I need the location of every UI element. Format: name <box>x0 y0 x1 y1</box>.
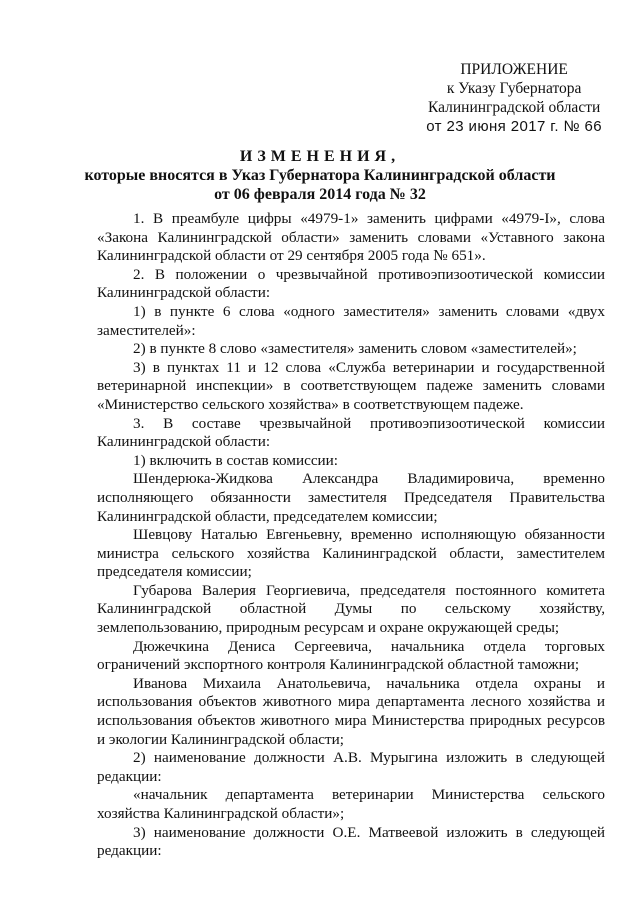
document-heading <box>0 147 640 204</box>
paragraph: Губарова Валерия Георгиевича, председателя постоянного комитета Калининградской областной Думы по сельскому хозяйству, землепользованию, природным ресурсам и охране окружающей среды; <box>97 581 605 637</box>
appendix-title: ПРИЛОЖЕНИЕ <box>460 61 568 78</box>
heading-date: от 06 февраля 2014 года № 32 <box>214 186 426 203</box>
paragraph: Дюжечкина Дениса Сергеевича, начальника отдела торговых ограничений экспортного контроля Калининградской областной таможни; <box>97 637 605 674</box>
paragraph: 3) наименование должности О.Е. Матвеевой изложить в следующей редакции: <box>97 823 605 860</box>
paragraph: Шендерюка-Жидкова Александра Владимировича, временно исполняющего обязанности заместителя Председателя Правительства Калининградской области, председателем комиссии; <box>97 470 605 525</box>
heading-title: ИЗМЕНЕНИЯ, <box>239 148 401 165</box>
paragraph: 3. В составе чрезвычайной противоэпизоотической комиссии Калининградской области: <box>97 414 605 451</box>
paragraph: 2) наименование должности А.В. Мурыгина изложить в следующей редакции: <box>97 749 605 785</box>
paragraph: 2) в пункте 8 слово «заместителя» заменить словом «заместителей»; <box>133 340 577 358</box>
paragraph: 1) в пункте 6 слова «одного заместителя» заменить словами «двух заместителей»: <box>97 302 605 339</box>
paragraph: Иванова Михаила Анатольевича, начальника отдела охраны и использования объектов животного мира департамента лесного хозяйства и использования объектов животного мира Министерства природных ресурсов и экологии Калининградской области; <box>97 674 605 748</box>
document-body <box>97 210 605 861</box>
heading-subtitle: которые вносятся в Указ Губернатора Калининградской области <box>84 167 556 184</box>
paragraph: 1) включить в состав комиссии: <box>133 451 339 469</box>
paragraph: «начальник департамента ветеринарии Министерства сельского хозяйства Калининградской области»; <box>97 786 605 822</box>
paragraph: 3) в пунктах 11 и 12 слова «Служба ветеринарии и государственной ветеринарной инспекции» в соответствующем падеже заменить словами «Министерство сельского хозяйства» в соответствующем падеже. <box>97 358 605 413</box>
paragraph: 1. В преамбуле цифры «4979-1» заменить цифрами «4979-I», слова «Закона Калининградской области» заменить словами «Уставного закона Калининградской области от 29 сентября 2005 года № 651». <box>97 210 605 265</box>
appendix-order-date: от 23 июня 2017 г. № 66 <box>426 118 602 135</box>
paragraph: 2. В положении о чрезвычайной противоэпизоотической комиссии Калининградской области: <box>97 265 605 302</box>
appendix-region-line: Калининградской области <box>427 99 601 116</box>
paragraph: Шевцову Наталью Евгеньевну, временно исполняющую обязанности министра сельского хозяйства Калининградской области, заместителем председателя комиссии; <box>97 526 605 581</box>
appendix-block <box>426 60 602 136</box>
appendix-decree-line: к Указу Губернатора <box>446 80 582 97</box>
